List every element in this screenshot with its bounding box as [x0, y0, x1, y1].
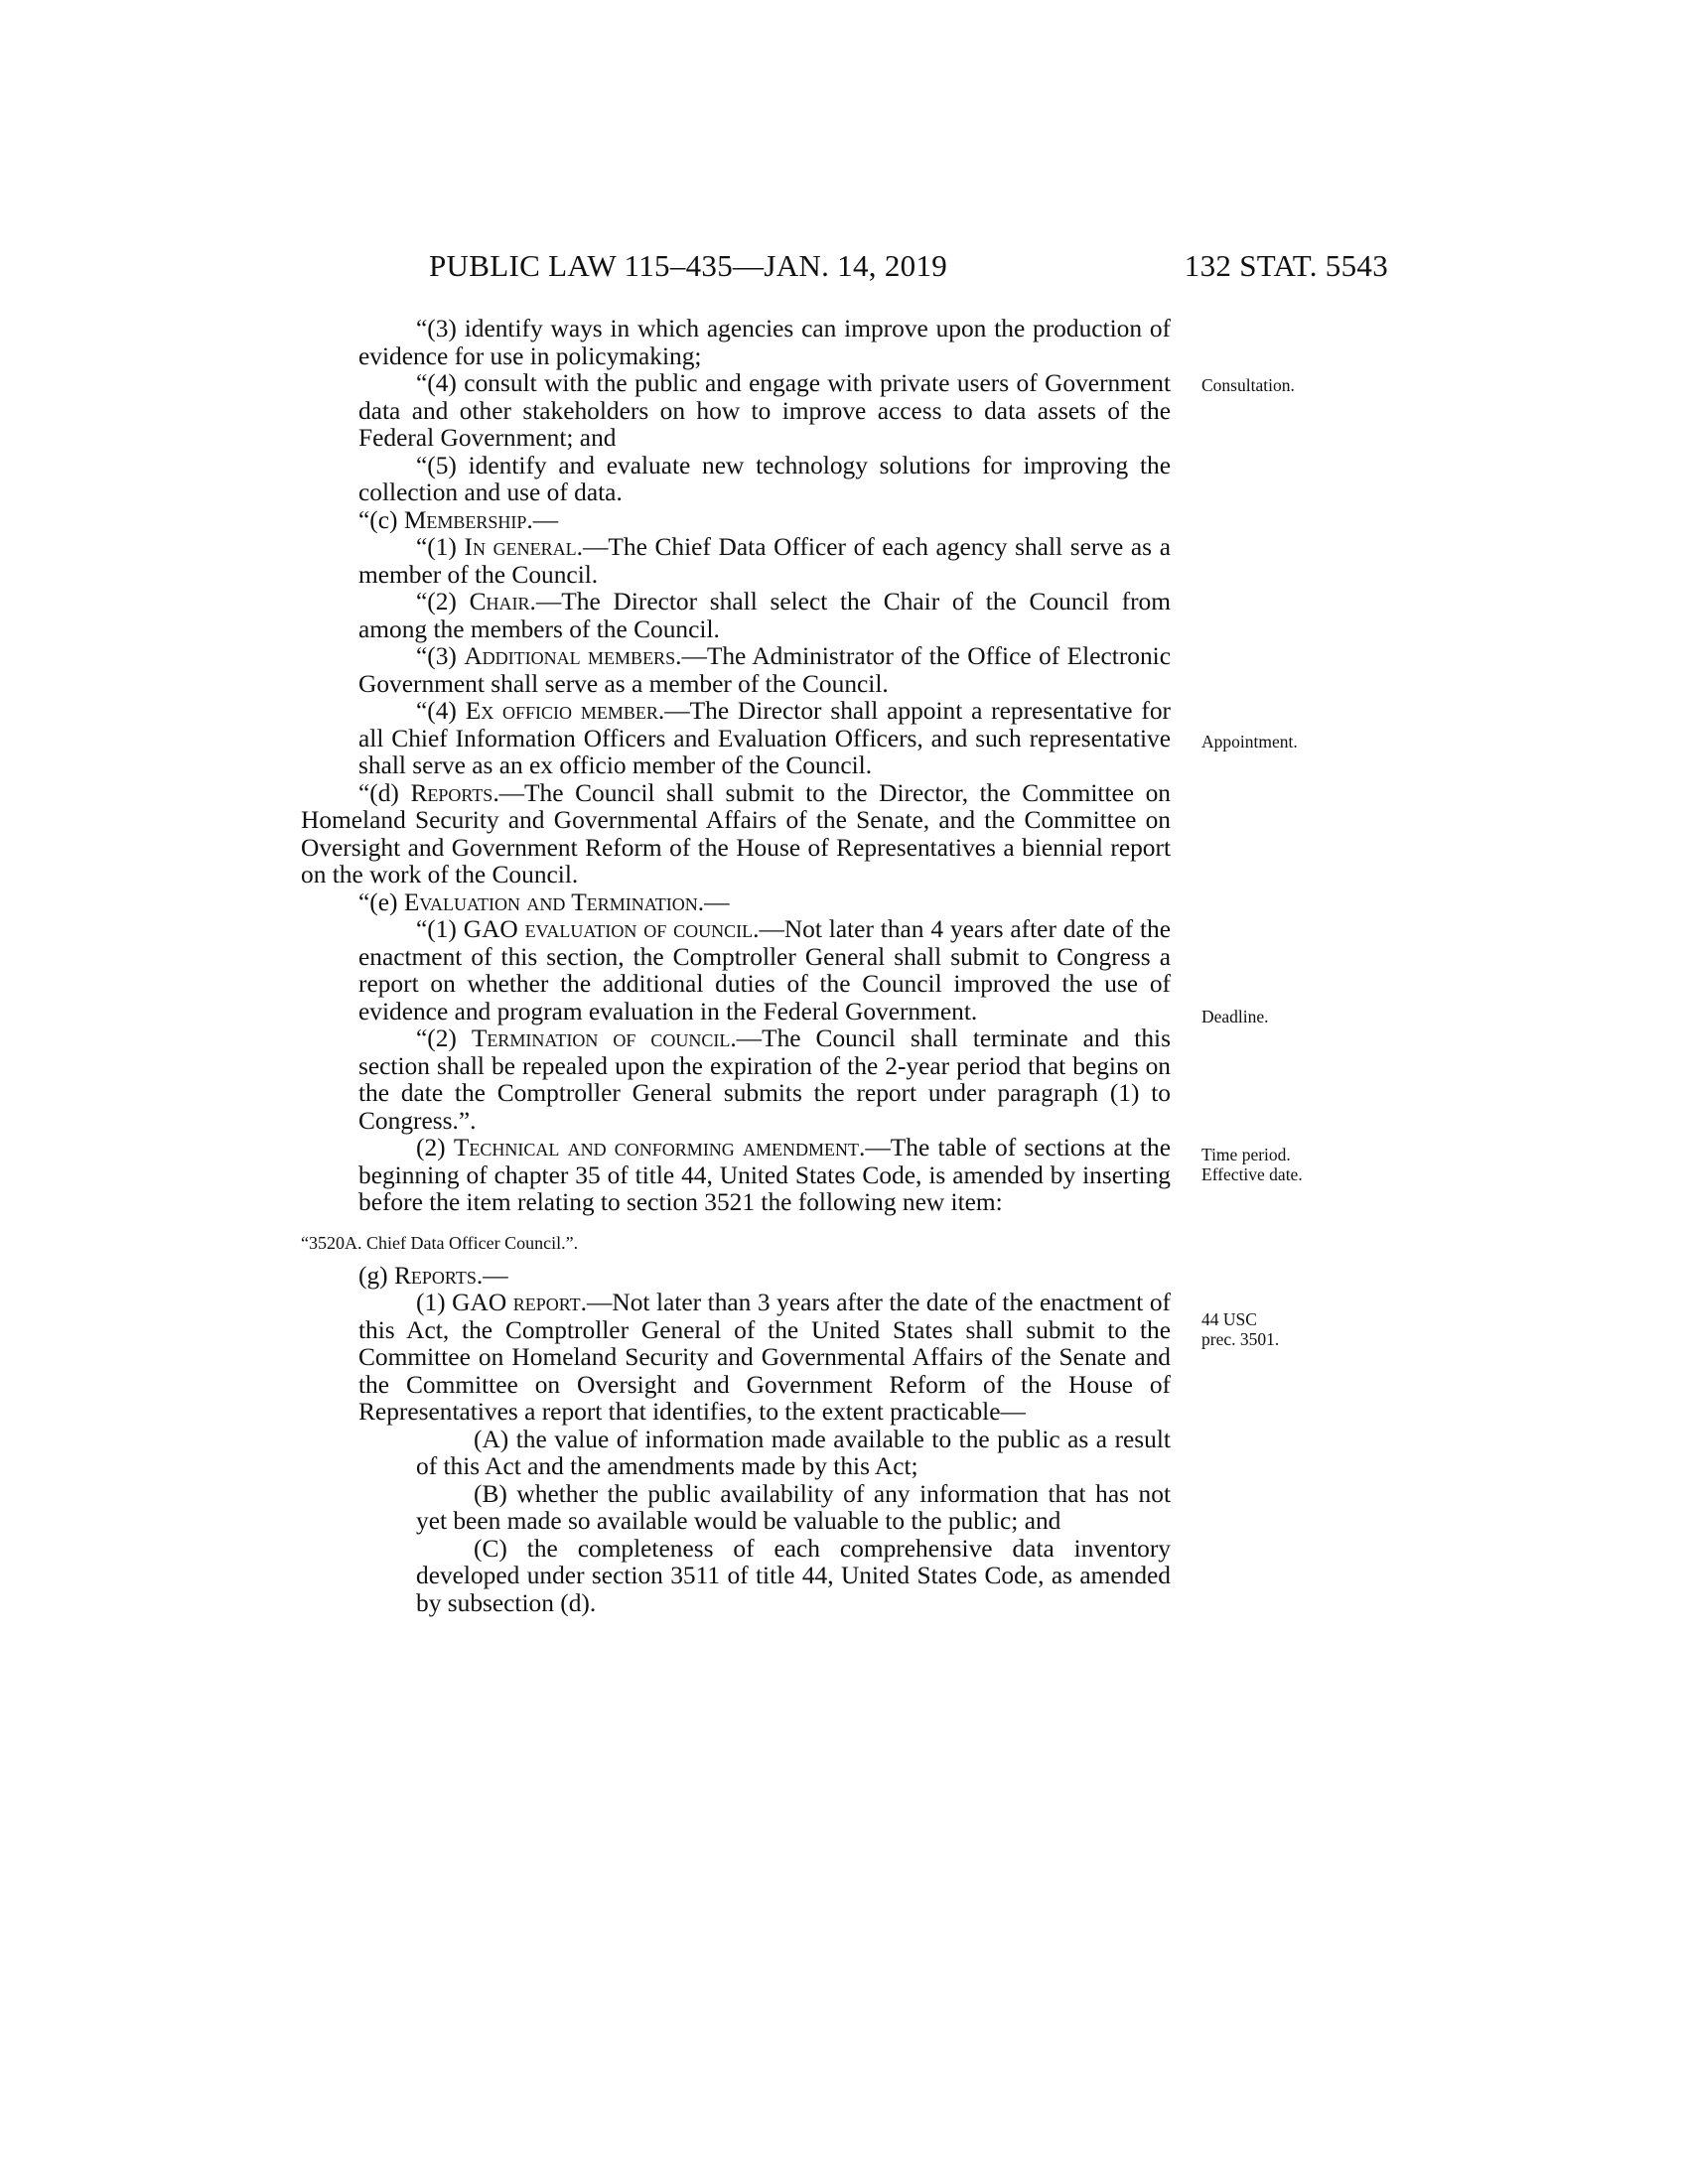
paragraph-g1-text: .—Not later than 3 years after the date of the enactment of this Act, the Comptroller General of the United States shall submit to the Committee on Homeland Security and Governmental Affairs of the Senate and the Committee on Oversight and Government Reform of the House of Representatives a report that identifies, to the extent practicable— — [358, 1289, 1171, 1426]
clause-g1a: (A) the value of information made available to the public as a result of this Act and the amendments made by this Act; — [416, 1425, 1171, 1480]
subsection-g-prefix: (g) — [358, 1261, 394, 1290]
paragraph-c1-prefix: “(1) — [416, 533, 465, 561]
subsection-e-tail: .— — [697, 887, 730, 916]
paragraph-c4 — [301, 698, 1171, 780]
paragraph-c4-heading: Ex officio member — [465, 697, 658, 725]
paragraph-c3 — [301, 643, 1171, 698]
paragraph-e1 — [301, 916, 1171, 1025]
paragraph-g1-heading: report — [512, 1289, 581, 1316]
subsection-c-heading — [301, 507, 1171, 535]
paragraph-c1-text: .—The Chief Data Officer of each agency shall serve as a member of the Council. — [358, 533, 1171, 589]
subsection-d-text: .—The Council shall submit to the Director, the Committee on Homeland Security and Governmental Affairs of the Senate, and the Committee on Oversight and Government Reform of the House of Representatives a biennial report on the work of the Council. — [301, 778, 1171, 888]
subsection-d-heading: Reports — [410, 778, 493, 807]
margin-note-consultation: Consultation. — [1201, 375, 1295, 395]
margin-note-appointment: Appointment. — [1201, 732, 1298, 751]
paragraph-e1-text: .—Not later than 4 years after date of the enactment of this section, the Comptroller General shall submit to Congress a report on whether the additional duties of the Council improved the use of evidence and program evaluation in the Federal Government. — [358, 915, 1171, 1025]
subsection-c-prefix: “(c) — [358, 505, 404, 534]
document-body — [301, 316, 1171, 1617]
paragraph-c2-heading: Chair — [469, 588, 530, 615]
margin-note-time-period: Time period. — [1201, 1145, 1291, 1164]
technical-amendment — [301, 1135, 1171, 1217]
clause-g1b: (B) whether the public availability of any information that has not yet been made so available would be valuable to the public; and — [416, 1479, 1171, 1535]
technical-amendment-prefix: (2) — [416, 1134, 454, 1161]
subsection-d-prefix: “(d) — [358, 778, 411, 807]
subsection-c-tail: .— — [526, 505, 559, 534]
subsection-d — [301, 780, 1171, 889]
subsection-e-heading — [301, 889, 1171, 917]
technical-amendment-text: .—The table of sections at the beginning of chapter 35 of title 44, United States Code, is amended by inserting before the item relating to section 3521 the following new item: — [358, 1134, 1171, 1216]
subsection-c-title: Membership — [403, 505, 527, 534]
subsection-g-title: Reports — [393, 1261, 477, 1290]
margin-note-effective-date: Effective date. — [1201, 1164, 1303, 1184]
subsection-e-title: Evaluation and Termination — [403, 887, 698, 916]
technical-amendment-heading: Technical and conforming amendment — [453, 1134, 860, 1161]
paragraph-e1-prefix: “(1) GAO — [416, 915, 525, 943]
clause-g1c: (C) the completeness of each comprehensive data inventory developed under section 3511 of title 44, United States Code, as amended by subsection (d). — [416, 1534, 1171, 1617]
paragraph-g1 — [301, 1290, 1171, 1427]
paragraph-e2 — [301, 1025, 1171, 1135]
paragraph-c4-prefix: “(4) — [416, 697, 466, 725]
subsection-e-prefix: “(e) — [358, 887, 404, 916]
paragraph-b5: “(5) identify and evaluate new technology solutions for improving the collection and use of data. — [358, 451, 1171, 506]
paragraph-e1-heading: evaluation of council — [524, 915, 754, 943]
margin-note-usc-prec: prec. 3501. — [1201, 1329, 1280, 1349]
paragraph-c4-text: .—The Director shall appoint a representative for all Chief Information Officers and Evaluation Officers, and such representative shall serve as an ex officio member of the Council. — [358, 697, 1171, 779]
paragraph-c1 — [301, 534, 1171, 589]
margin-note-deadline: Deadline. — [1201, 1007, 1269, 1026]
paragraph-c3-text: .—The Administrator of the Office of Electronic Government shall serve as a member of the Council. — [358, 642, 1171, 698]
running-header-page-number: 132 STAT. 5543 — [1184, 248, 1388, 283]
paragraph-c2 — [301, 589, 1171, 643]
paragraph-e2-text: .—The Council shall terminate and this section shall be repealed upon the expiration of the 2-year period that begins on the date the Comptroller General submits the report under paragraph (1) to Congress.”. — [358, 1024, 1171, 1135]
paragraph-c2-prefix: “(2) — [416, 588, 470, 615]
paragraph-b3: “(3) identify ways in which agencies can improve upon the production of evidence for use in policymaking; — [358, 315, 1171, 370]
paragraph-c3-prefix: “(3) — [416, 642, 465, 670]
paragraph-e2-prefix: “(2) — [416, 1024, 472, 1052]
paragraph-b4: “(4) consult with the public and engage with private users of Government data and other stakeholders on how to improve access to data assets of the Federal Government; and — [358, 369, 1171, 452]
paragraph-e2-heading: Termination of council — [471, 1024, 731, 1052]
running-header-title: PUBLIC LAW 115–435—JAN. 14, 2019 — [429, 248, 948, 283]
margin-note-usc: 44 USC — [1201, 1309, 1257, 1329]
subsection-g-heading — [301, 1263, 1171, 1291]
paragraph-c2-text: .—The Director shall select the Chair of the Council from among the members of the Council. — [358, 588, 1171, 643]
subsection-g-tail: .— — [476, 1261, 508, 1290]
paragraph-g1-prefix: (1) GAO — [416, 1289, 513, 1316]
new-table-item: “3520A. Chief Data Officer Council.”. — [301, 1232, 579, 1253]
paragraph-c1-heading: In general — [464, 533, 577, 561]
paragraph-c3-heading: Additional members — [464, 642, 676, 670]
